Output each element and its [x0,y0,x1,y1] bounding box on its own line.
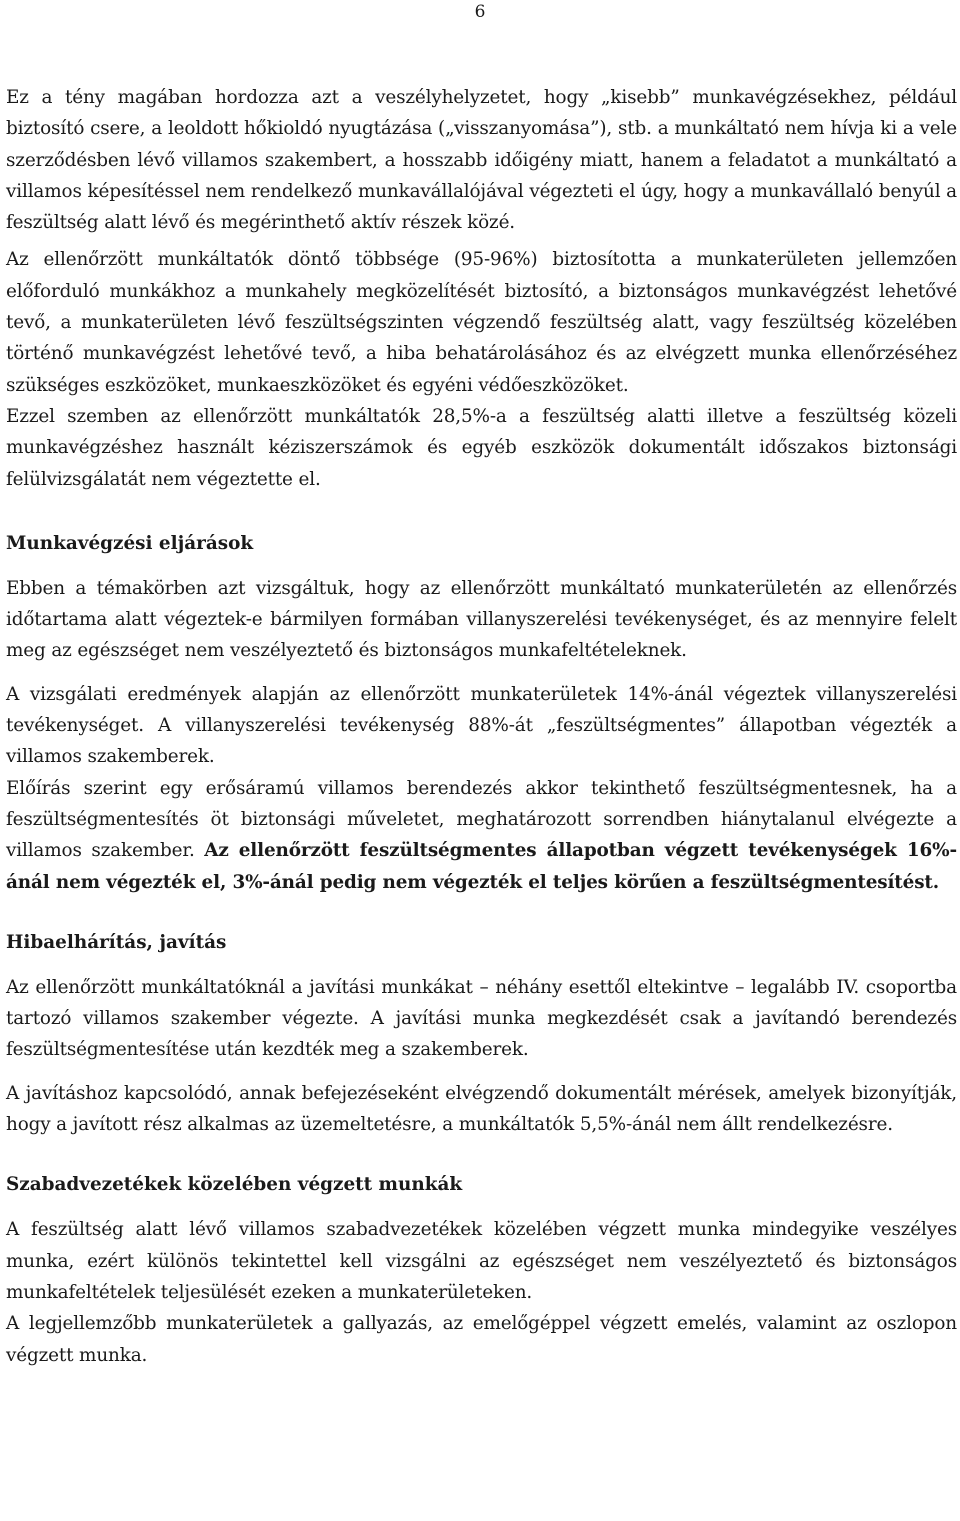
paragraph-repair-measurements: A javításhoz kapcsolódó, annak befejezéseként elvégzendő dokumentált mérések, amelyek bizonyítják, hogy a javított rész alkalmas az üzemeltetésre, a munkáltatók 5,5%-ánál nem állt rendelkezésre. [6,1082,957,1136]
spacer [6,559,957,573]
paragraph-deenergizing-rules [6,773,957,898]
paragraph-deenergizing-highlight: Az ellenőrzött feszültségmentes állapotban végzett tevékenységek 16%-ánál nem végezték el, 3%-ánál pedig nem végezték el teljes körűen a feszültségmentesítést. [6,840,957,893]
spacer [6,495,957,529]
section-heading-overhead-lines: Szabadvezetékek közelében végzett munkák [6,1174,463,1196]
page-number: 6 [474,2,486,22]
paragraph-provided-equipment: Az ellenőrzött munkáltatók döntő többsége (95-96%) biztosította a munkaterületen jellemzően előforduló munkákhoz a munkahely megközelítését biztosító, a biztonságos munkavégzést lehetővé tevő, a munkaterületen lévő feszültségszinten végzendő feszültség alatt, vagy feszültség közelében történő munkavégzést lehetővé tevő, a hiba behatárolásához és az elvégzett munka ellenőrzéséhez szükséges eszközöket, munkaeszközöket és egyéni védőeszközöket. [6,249,957,396]
paragraph-repair-staff: Az ellenőrzött munkáltatóknál a javítási munkákat – néhány esettől eltekintve – legalább IV. csoportba tartozó villamos szakember végezte. A javítási munka megkezdését csak a javítandó berendezés feszültségmentesítése után kezdték meg a szakemberek. [6,976,957,1061]
section-heading-work-procedures: Munkavégzési eljárások [6,532,254,554]
paragraph-hazard-situation: Ez a tény magában hordozza azt a veszélyhelyzetet, hogy „kisebb” munkavégzésekhez, például biztosító csere, a leoldott hőkioldó nyugtázása („visszanyomása”), stb. a munkáltató nem hívja ki a vele szerződésben lévő villamos szakembert, a hosszabb időigény miatt, hanem a feladatot a munkáltató a villamos képesítéssel nem rendelkező munkavállalójával végezteti el úgy, hogy a munkavállaló benyúl a feszültség alatt lévő és megérinthető aktív részek közé. [6,87,957,234]
spacer [6,1200,957,1214]
paragraph-typical-work-areas: A legjellemzőbb munkaterületek a gallyazás, az emelőgéppel végzett emelés, valamint az oszlopon végzett munka. [6,1313,957,1366]
spacer [6,1140,957,1170]
spacer [6,898,957,928]
paragraph-investigation-scope: Ebben a témakörben azt vizsgáltuk, hogy az ellenőrzött munkáltató munkaterületén az ellenőrzés időtartama alatt végeztek-e bármilyen formában villanyszerelési tevékenységet, és az mennyire felelt meg az egészséget nem veszélyeztető és biztonságos munkafeltételeknek. [6,577,957,662]
paragraph-overhead-line-hazard: A feszültség alatt lévő villamos szabadvezetékek közelében végzett munka mindegyike veszélyes munka, ezért különös tekintettel kell vizsgálni az egészséget nem veszélyeztető és biztonságos munkafeltételek teljesülését ezeken a munkaterületeken. [6,1219,957,1303]
paragraph-results: A vizsgálati eredmények alapján az ellenőrzött munkaterületek 14%-ánál végeztek villanyszerelési tevékenységet. A villanyszerelési tevékenység 88%-át „feszültségmentes” állapotban végezték a villamos szakemberek. [6,683,957,768]
spacer [6,958,957,972]
paragraph-deenergizing-normal: Előírás szerint egy erősáramú villamos berendezés akkor tekinthető feszültségmentesnek, ha a feszültségmentesítés öt biztonsági műveletet, meghatározott sorrendben hiánytalanul elvégezte a villamos szakember. [6,777,957,862]
paragraph-tool-inspection: Ezzel szemben az ellenőrzött munkáltatók 28,5%-a a feszültség alatti illetve a feszültség közeli munkavégzéshez használt kéziszerszámok és egyéb eszközök dokumentált időszakos biztonsági felülvizsgálatát nem végeztette el. [6,405,957,490]
document-body [6,82,957,1371]
section-heading-troubleshooting: Hibaelhárítás, javítás [6,931,227,953]
